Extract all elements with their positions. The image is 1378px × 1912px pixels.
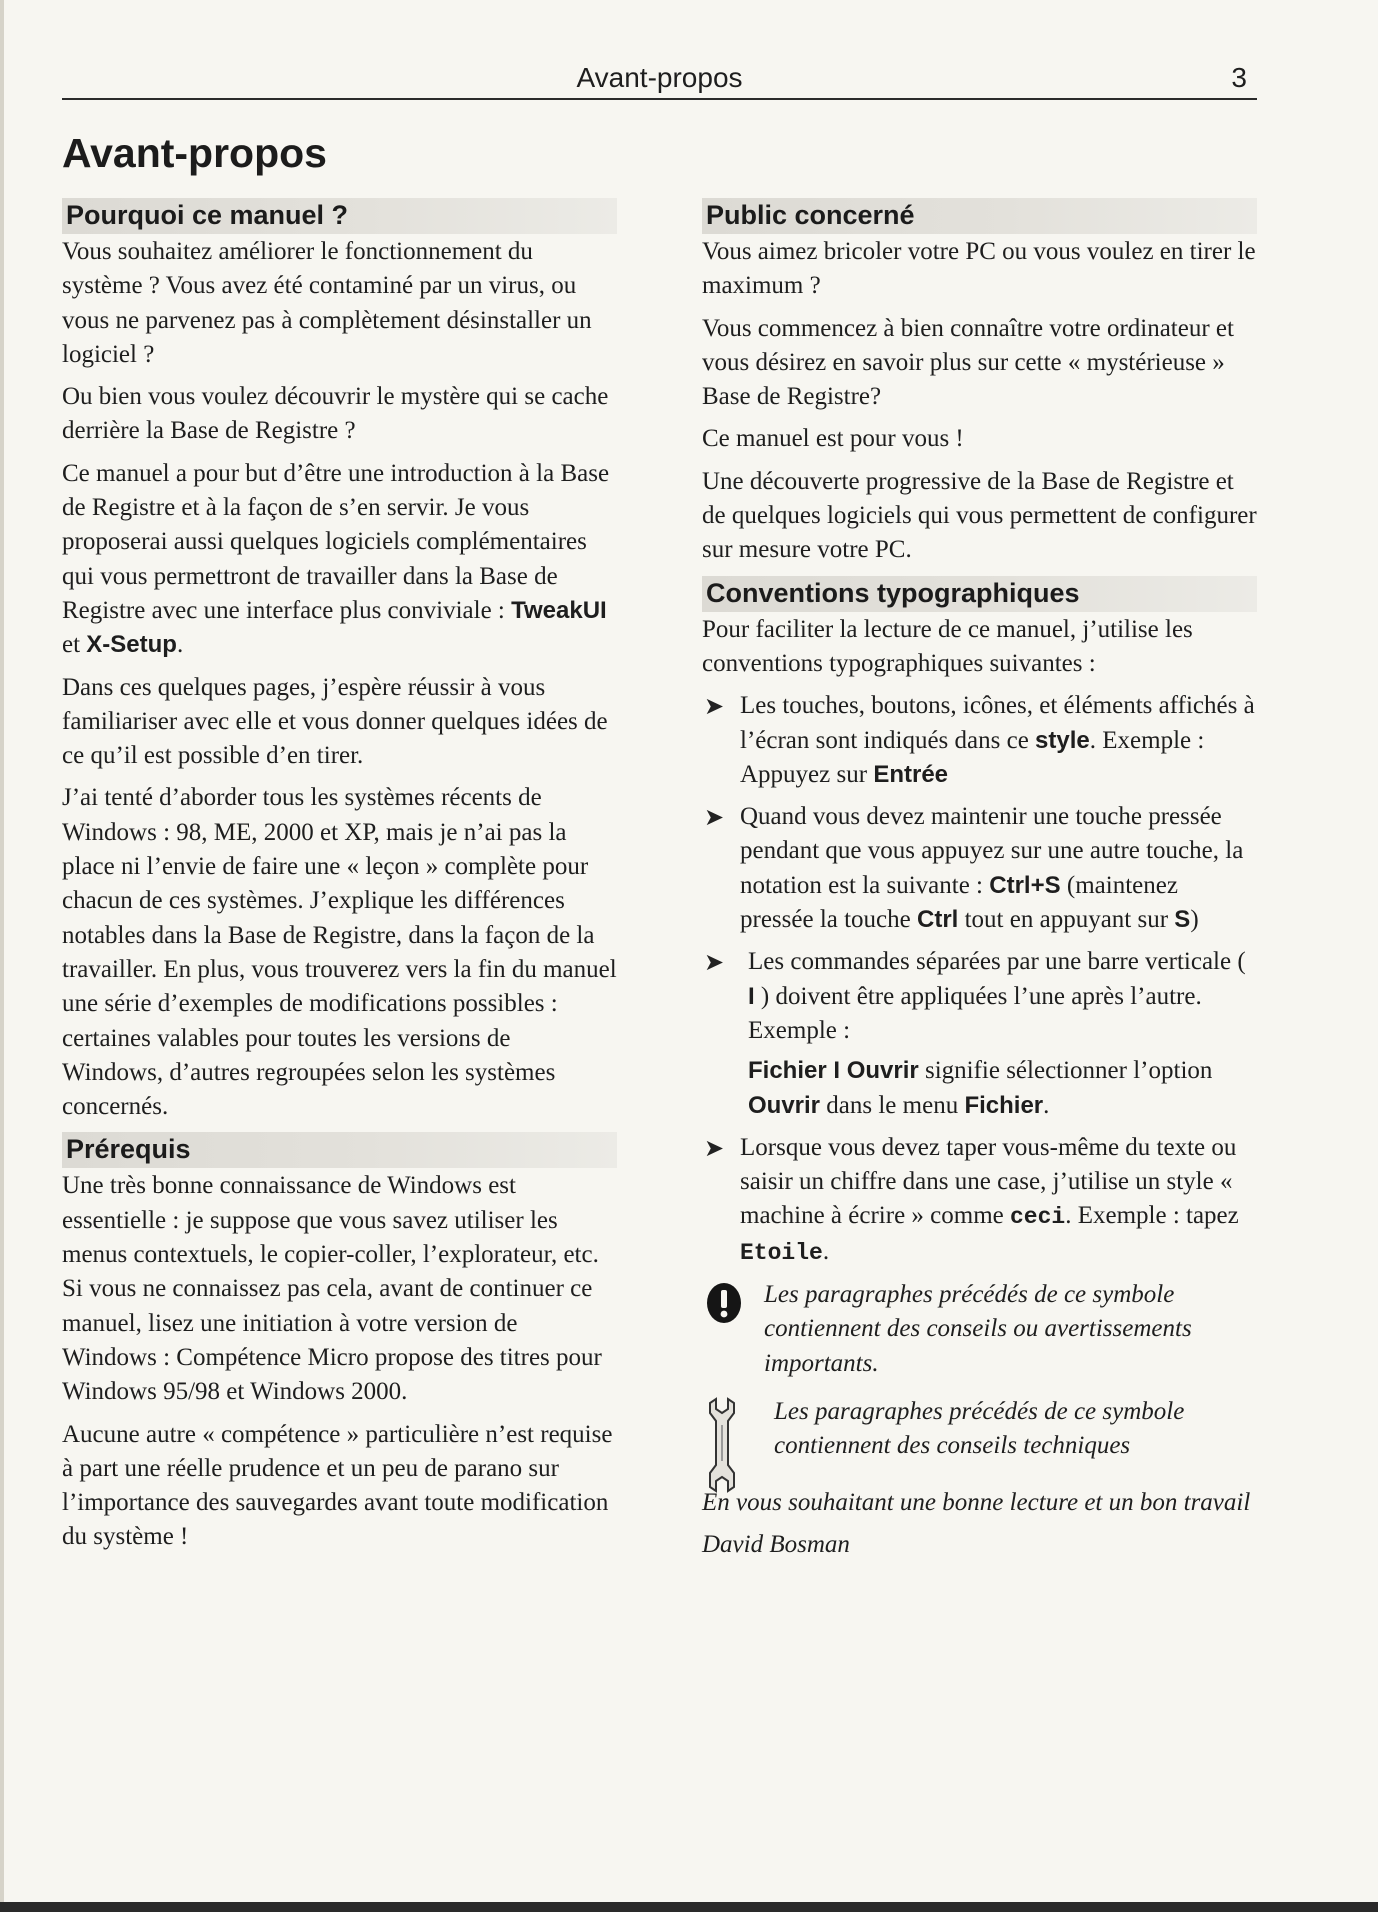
keyword-entree: Entrée: [873, 760, 949, 788]
text: .: [176, 631, 184, 659]
keyword-style: style: [1035, 726, 1090, 754]
paragraph: Une découverte progressive de la Base de Registre et de quelques logiciels qui vous permettent de configurer sur mesure votre PC.: [702, 467, 1257, 564]
paragraph: Vous commencez à bien connaître votre ordinateur et vous désirez en savoir plus sur cette « mystérieuse » Base de Registre?: [702, 314, 1234, 411]
paragraph: Aucune autre « compétence » particulière n’est requise à part une réelle prudence et un peu de parano sur l’importance des sauvegardes avant toute modification du système !: [62, 1420, 613, 1551]
technical-text: Les paragraphes précédés de ce symbole contiennent des conseils techniques: [774, 1397, 1185, 1460]
arrow-bullet-icon: ➤: [704, 1133, 725, 1162]
example: [748, 1054, 1257, 1123]
text: ): [1190, 906, 1199, 934]
text: Lorsque vous devez taper vous-même du texte ou saisir un chiffre dans une case, j’utilise un style « machine à écrire » comme: [740, 1133, 1237, 1230]
paragraph: Si vous ne connaissez pas cela, avant de continuer ce manuel, lisez une initiation à votre version de Windows : Compétence Micro propose des titres pour Windows 95/98 et Windows 2000.: [62, 1275, 602, 1406]
page-title: Avant-propos: [62, 130, 327, 176]
paragraph: Vous aimez bricoler votre PC ou vous voulez en tirer le maximum ?: [702, 238, 1256, 300]
paragraph: Ce manuel est pour vous !: [702, 425, 964, 453]
text: Les touches, boutons, icônes, et éléments affichés à l’écran sont indiqués dans ce: [740, 692, 1255, 754]
text: ) doivent être appliquées l’une après l’autre. Exemple :: [748, 982, 1202, 1044]
page-bottom-edge: [0, 1902, 1378, 1912]
paragraph: J’ai tenté d’aborder tous les systèmes récents de Windows : 98, ME, 2000 et XP, mais je n’ai pas la place ni l’envie de faire une « leçon » complète pour chacun de ces systèmes. J’explique les différences notables dans la Base de Registre, dans la façon de la travailler. En plus, vous trouverez vers la fin du manuel une série d’exemples de modifications possibles : certaines valables pour toutes les versions de Windows, d’autres regroupées selon les systèmes concernés.: [62, 784, 617, 1121]
paragraph: Dans ces quelques pages, j’espère réussir à vous familiariser avec elle et vous donner quelques idées de ce qu’il est possible d’en tirer.: [62, 673, 608, 770]
technical-note: [702, 1395, 1257, 1464]
right-column: [702, 198, 1257, 1562]
author-signature: David Bosman: [702, 1530, 850, 1558]
paragraph: Pour faciliter la lecture de ce manuel, j’utilise les conventions typographiques suivantes :: [702, 615, 1193, 677]
section-heading-pourquoi: Pourquoi ce manuel ?: [62, 198, 617, 234]
list-item: [702, 1131, 1257, 1270]
header-title: Avant-propos: [576, 62, 743, 93]
code-ceci: ceci: [1010, 1204, 1066, 1231]
keyword-fichier: Fichier: [964, 1091, 1044, 1119]
text: dans le menu: [820, 1091, 965, 1119]
paragraph: [62, 457, 617, 663]
text: signifie sélectionner l’option: [918, 1057, 1213, 1085]
text: . Exemple : Appuyez sur: [740, 726, 1205, 788]
page-left-edge: [0, 0, 4, 1912]
list-item: [702, 945, 1257, 1122]
left-column: [62, 198, 617, 1563]
keyword-bar: I: [748, 982, 755, 1010]
section-heading-public: Public concerné: [702, 198, 1257, 234]
page-number: 3: [1231, 62, 1247, 93]
text: tout en appuyant sur: [958, 906, 1175, 934]
arrow-bullet-icon: ➤: [704, 803, 725, 832]
warning-text: Les paragraphes précédés de ce symbole contiennent des conseils ou avertissements importants.: [764, 1281, 1192, 1377]
list-item: [702, 689, 1257, 792]
keyword-s: S: [1174, 906, 1191, 934]
warning-note: [702, 1278, 1257, 1381]
text: Les commandes séparées par une barre verticale (: [748, 948, 1246, 976]
text: . Exemple : tapez: [1065, 1202, 1239, 1230]
arrow-bullet-icon: ➤: [704, 948, 725, 977]
running-header: [62, 58, 1257, 100]
section-heading-prerequis: Prérequis: [62, 1132, 617, 1168]
text: .: [1043, 1091, 1050, 1119]
keyword-xsetup: X-Setup: [86, 631, 177, 659]
text: et: [62, 631, 87, 659]
keyword-tweakui: TweakUI: [511, 596, 607, 624]
keyword-ctrl-s: Ctrl+S: [989, 871, 1061, 899]
arrow-bullet-icon: ➤: [704, 692, 725, 721]
keyword-fichier-ouvrir: Fichier I Ouvrir: [748, 1057, 919, 1085]
section-heading-conventions: Conventions typographiques: [702, 576, 1257, 612]
paragraph: Ou bien vous voulez découvrir le mystère qui se cache derrière la Base de Registre ?: [62, 383, 609, 445]
wrench-icon: [702, 1395, 746, 1505]
text: Ce manuel a pour but d’être une introduction à la Base de Registre et à la façon de s’en servir. Je vous proposerai aussi quelques logiciels complémentaires qui vous permettront de travailler dans la Base de Registre avec une interface plus conviviale :: [62, 459, 610, 624]
paragraph: Une très bonne connaissance de Windows est essentielle : je suppose que vous savez utiliser les menus contextuels, le copier-coller, l’explorateur, etc.: [62, 1172, 599, 1269]
keyword-ctrl: Ctrl: [917, 906, 959, 934]
text: .: [822, 1237, 830, 1265]
signoff: En vous souhaitant une bonne lecture et un bon travail: [702, 1488, 1251, 1516]
keyword-ouvrir: Ouvrir: [748, 1091, 821, 1119]
text: Quand vous devez maintenir une touche pressée pendant que vous appuyez sur une autre touche, la notation est la suivante :: [740, 803, 1244, 899]
code-etoile: Etoile: [740, 1239, 823, 1266]
list-item: [702, 800, 1257, 937]
paragraph: Vous souhaitez améliorer le fonctionnement du système ? Vous avez été contaminé par un virus, ou vous ne parvenez pas à complètement désinstaller un logiciel ?: [62, 238, 592, 368]
text: (maintenez pressée la touche: [740, 871, 1178, 934]
exclamation-icon: [702, 1278, 746, 1336]
